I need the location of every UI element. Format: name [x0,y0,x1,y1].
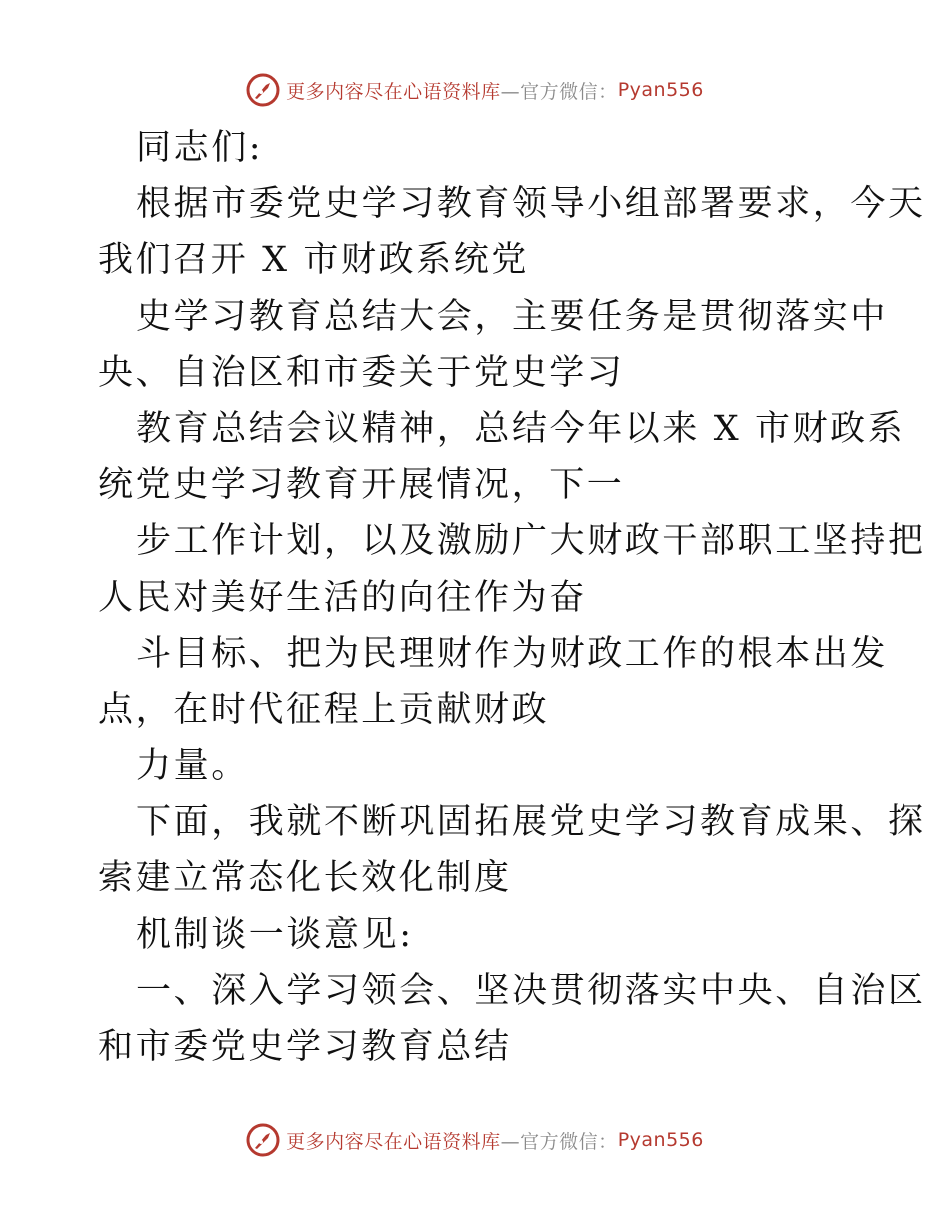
text-line: 点，在时代征程上贡献财政 [98,689,550,730]
watermark-gray-text: —官方微信： [500,80,618,103]
text-line: 一、深入学习领会、坚决贯彻落实中央、自治区 [136,970,926,1011]
watermark-footer [0,1120,950,1160]
text-line: 央、自治区和市委关于党史学习 [98,352,625,393]
text-line: 机制谈一谈意见: [136,914,414,955]
document-body [98,120,926,1075]
watermark-gray-text: —官方微信： [500,1130,618,1153]
text-line: 斗目标、把为民理财作为财政工作的根本出发 [136,633,889,674]
text-line: 同志们: [136,128,264,168]
watermark-red-text: 更多内容尽在心语资料库 [286,1130,501,1153]
watermark-id: Pyan556 [617,79,704,101]
pen-nib-circle-icon [246,73,280,107]
text-line: 统党史学习教育开展情况，下一 [98,465,625,506]
pen-nib-circle-icon [246,1123,280,1157]
text-line: 史学习教育总结大会，主要任务是贯彻落实中 [136,296,889,337]
text-line: 和市委党史学习教育总结 [98,1027,512,1067]
text-line: 索建立常态化长效化制度 [98,858,512,899]
text-line: 我们召开 X 市财政系统党 [98,240,529,281]
watermark-id: Pyan556 [617,1129,704,1151]
watermark-header [0,70,950,110]
text-line: 步工作计划，以及激励广大财政干部职工坚持把 [136,521,926,562]
watermark-red-text: 更多内容尽在心语资料库 [286,80,501,103]
text-line: 力量。 [136,746,249,787]
text-line: 教育总结会议精神，总结今年以来 X 市财政系 [136,408,906,449]
text-line: 下面，我就不断巩固拓展党史学习教育成果、探 [136,802,926,843]
text-line: 根据市委党史学习教育领导小组部署要求，今天 [136,184,926,225]
text-line: 人民对美好生活的向往作为奋 [98,577,587,618]
